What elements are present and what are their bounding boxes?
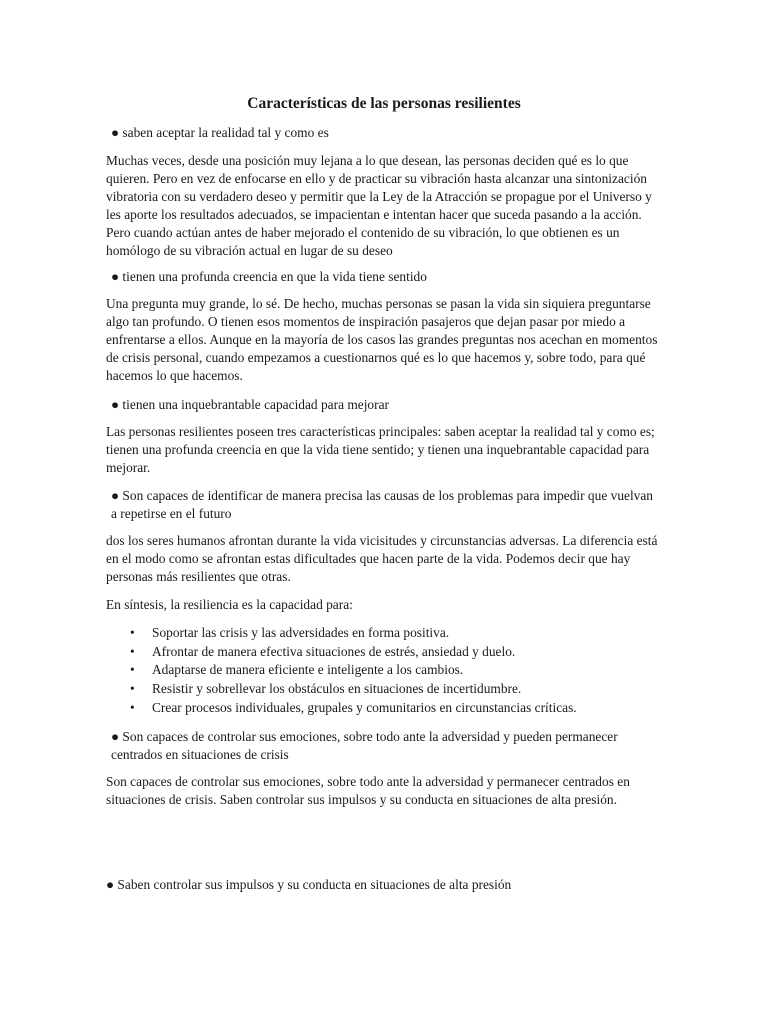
bullet-heading-control-emotions: ● Son capaces de controlar sus emociones, sobre todo ante la adversidad y pueden permanecer centrados en situaciones de crisis [111,729,618,762]
paragraph-control-emotions: Son capaces de controlar sus emociones, sobre todo ante la adversidad y permanecer centrados en situaciones de crisis. Saben controlar sus impulsos y su conducta en situaciones de alta presión. [106,774,630,807]
list-item: • Soportar las crisis y las adversidades en forma positiva. [106,624,662,643]
list-item: • Afrontar de manera efectiva situaciones de estrés, ansiedad y duelo. [106,643,662,662]
bullet-heading-identify-causes: ● Son capaces de identificar de manera precisa las causas de los problemas para impedir que vuelvan a repetirse en el futuro [111,488,654,521]
paragraph-vibration: Muchas veces, desde una posición muy lejana a lo que desean, las personas deciden qué es lo que quieren. Pero en vez de enfocarse en ello y de practicar su vibración hasta alcanzar una sintonización vibratoria con su verdadero deseo y permitir que la Ley de la Atracción se propague por el Universo y les aporte los resultados adecuados, se impacientan e intentan hacer que suceda pasando a la acción. Pero cuando actúan antes de haber mejorado el contenido de su vibración, lo que obtienen es un homólogo de su vibración actual en lugar de su deseo [106,153,652,258]
list-item: • Crear procesos individuales, grupales y comunitarios en circunstancias críticas. [106,699,662,718]
resilience-capacity-list [106,624,662,717]
bullet-heading-improve: ● tienen una inquebrantable capacidad para mejorar [111,397,389,412]
paragraph-three-characteristics: Las personas resilientes poseen tres características principales: saben aceptar la realidad tal y como es; tienen una profunda creencia en que la vida tiene sentido; y tienen una inquebrantable capacidad para mejorar. [106,424,655,475]
bullet-heading-control-impulses: ● Saben controlar sus impulsos y su conducta en situaciones de alta presión [106,877,512,892]
document-title: Características de las personas resilientes [247,95,521,112]
bullet-heading-life-meaning: ● tienen una profunda creencia en que la vida tiene sentido [111,269,427,284]
paragraph-synthesis: En síntesis, la resiliencia es la capacidad para: [106,597,353,612]
list-item: • Resistir y sobrellevar los obstáculos en situaciones de incertidumbre. [106,680,662,699]
bullet-heading-accept-reality: ● saben aceptar la realidad tal y como es [111,125,329,140]
paragraph-big-question: Una pregunta muy grande, lo sé. De hecho, muchas personas se pasan la vida sin siquiera preguntarse algo tan profundo. O tienen esos momentos de inspiración pasajeros que dejan pasar por miedo a enfrentarse a ellos. Aunque en la mayoría de los casos las grandes preguntas nos acechan en momentos de crisis personal, cuando empezamos a cuestionarnos qué es lo que hacemos y, sobre todo, para qué hacemos lo que hacemos. [106,296,658,383]
paragraph-adversity: dos los seres humanos afrontan durante la vida vicisitudes y circunstancias adversas. La diferencia está en el modo como se afrontan estas dificultades que hacen parte de la vida. Podemos decir que hay personas más resilientes que otras. [106,533,658,584]
list-item: • Adaptarse de manera eficiente e inteligente a los cambios. [106,661,662,680]
